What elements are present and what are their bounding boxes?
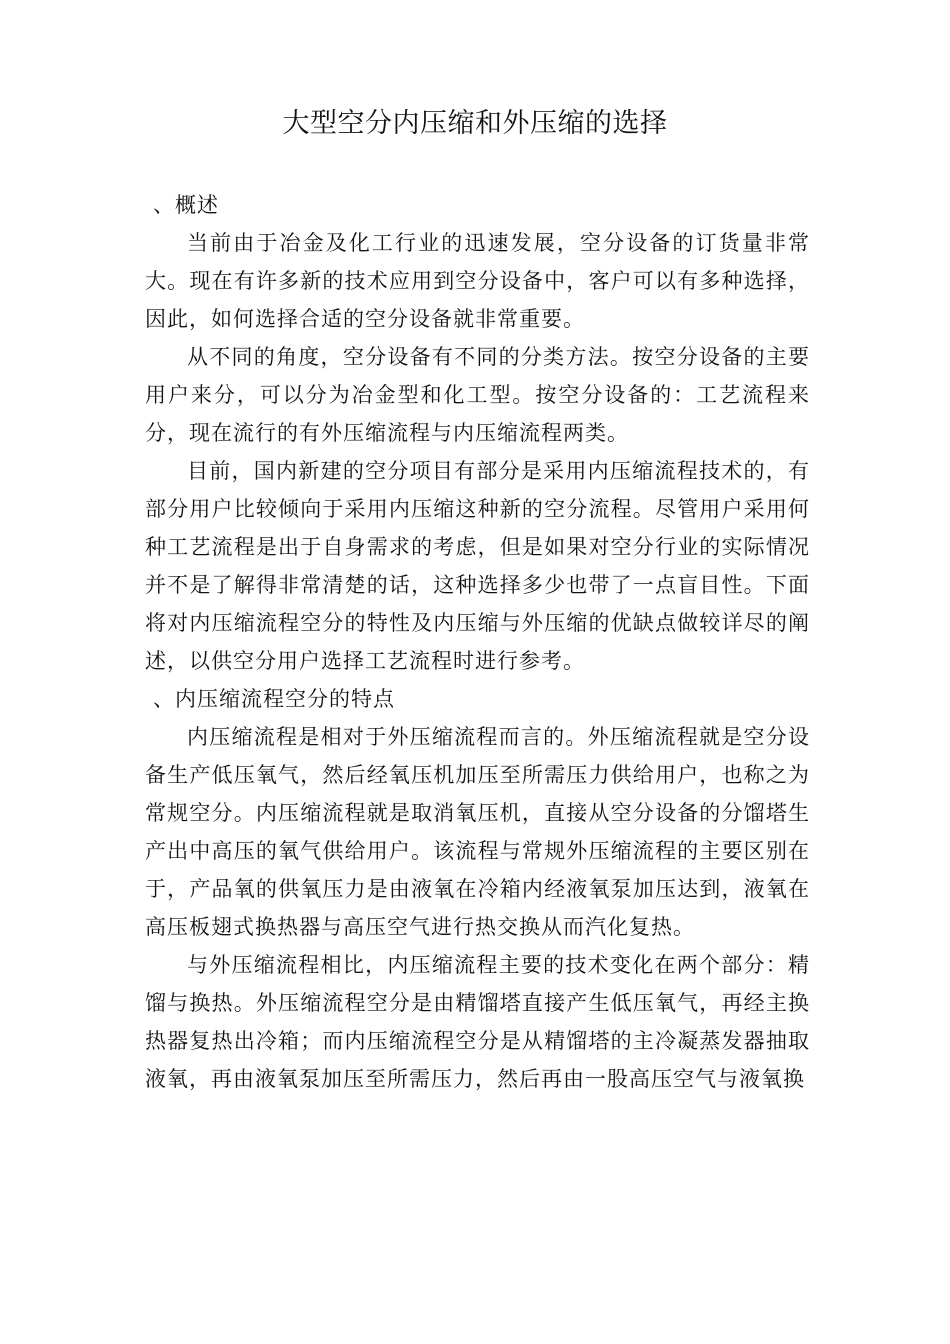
paragraph: 目前，国内新建的空分项目有部分是采用内压缩流程技术的，有部分用户比较倾向于采用内压缩这种新的空分流程。尽管用户采用何种工艺流程是出于自身需求的考虑，但是如果对空分行业的实际情况并不是了解得非常清楚的话，这种选择多少也带了一点盲目性。下面将对内压缩流程空分的特性及内压缩与外压缩的优缺点做较详尽的阐述，以供空分用户选择工艺流程时进行参考。 — [145, 459, 810, 673]
section-heading-overview: 、概述 — [153, 193, 219, 217]
document-title: 大型空分内压缩和外压缩的选择 — [282, 108, 668, 139]
section-heading-internal-compression: 、内压缩流程空分的特点 — [153, 687, 395, 711]
paragraph: 与外压缩流程相比，内压缩流程主要的技术变化在两个部分：精馏与换热。外压缩流程空分是由精馏塔直接产生低压氧气，再经主换热器复热出冷箱；而内压缩流程空分是从精馏塔的主冷凝蒸发器抽取液氧，再由液氧泵加压至所需压力，然后再由一股高压空气与液氧换 — [145, 953, 810, 1091]
paragraph: 从不同的角度，空分设备有不同的分类方法。按空分设备的主要用户来分，可以分为冶金型和化工型。按空分设备的：工艺流程来分，现在流行的有外压缩流程与内压缩流程两类。 — [145, 345, 810, 445]
paragraph: 内压缩流程是相对于外压缩流程而言的。外压缩流程就是空分设备生产低压氧气，然后经氧压机加压至所需压力供给用户，也称之为常规空分。内压缩流程就是取消氧压机，直接从空分设备的分馏塔生产出中高压的氧气供给用户。该流程与常规外压缩流程的主要区别在于，产品氧的供氧压力是由液氧在冷箱内经液氧泵加压达到，液氧在高压板翅式换热器与高压空气进行热交换从而汽化复热。 — [145, 725, 810, 939]
document-body — [145, 186, 810, 1098]
paragraph: 当前由于冶金及化工行业的迅速发展，空分设备的订货量非常大。现在有许多新的技术应用到空分设备中，客户可以有多种选择，因此，如何选择合适的空分设备就非常重要。 — [145, 231, 810, 331]
